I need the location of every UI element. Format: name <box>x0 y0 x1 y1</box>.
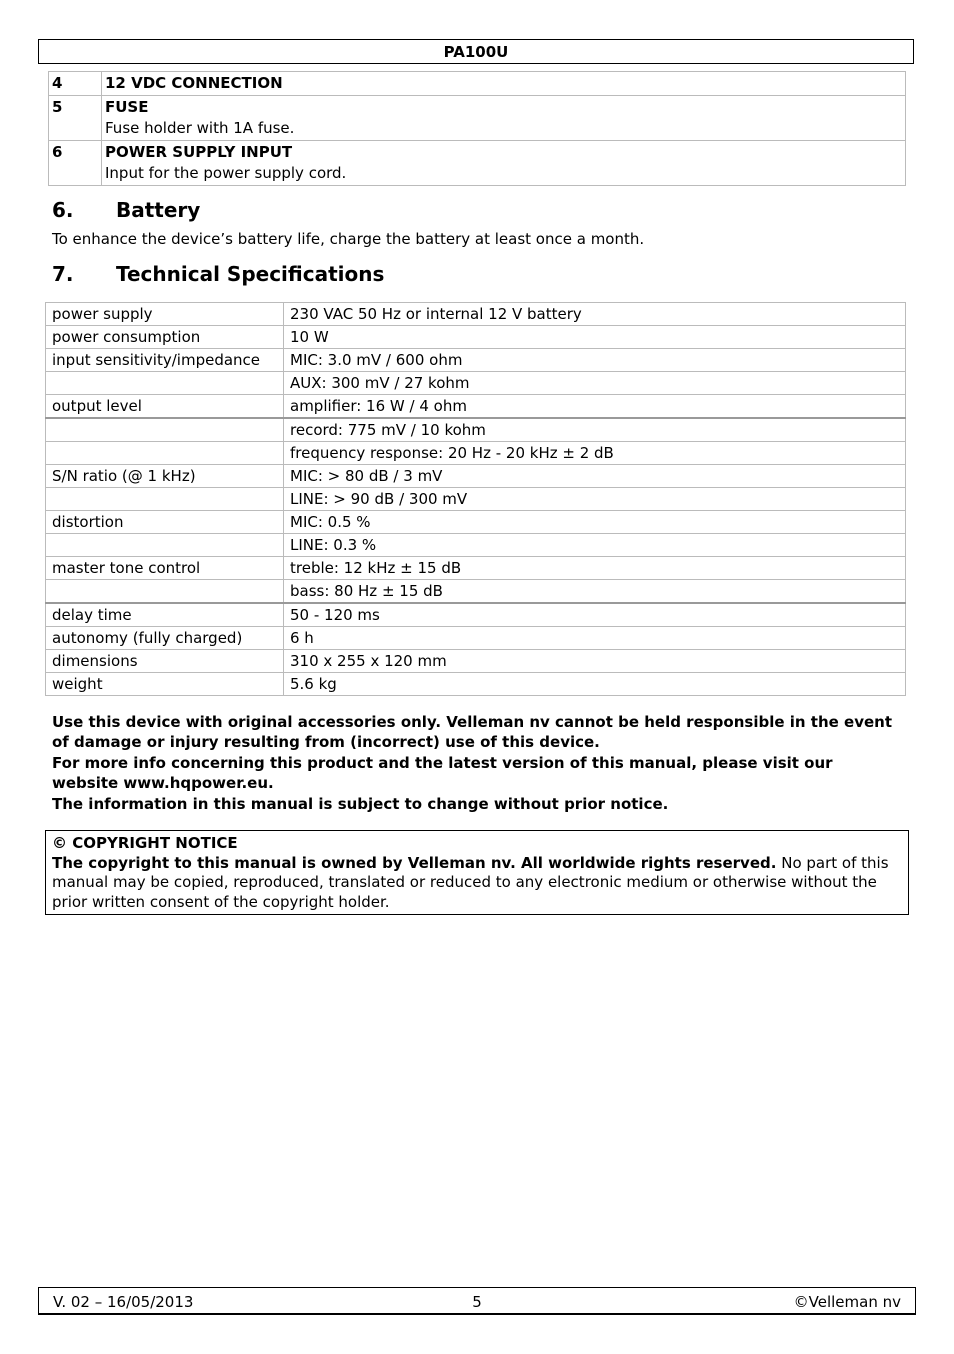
spec-value: 230 VAC 50 Hz or internal 12 V battery <box>284 303 906 326</box>
spec-label: output level <box>46 395 284 419</box>
spec-value: 6 h <box>284 627 906 650</box>
spec-label: master tone control <box>46 557 284 580</box>
footer-version: V. 02 – 16/05/2013 <box>53 1293 194 1311</box>
part-title: 12 VDC CONNECTION <box>105 74 283 92</box>
spec-row <box>46 650 906 673</box>
part-title: POWER SUPPLY INPUT <box>105 143 293 161</box>
part-cell <box>102 96 906 141</box>
spec-label <box>46 442 284 465</box>
copyright-body <box>52 854 902 913</box>
specs-table <box>45 302 906 696</box>
section-number: 7. <box>52 262 74 286</box>
spec-value: LINE: 0.3 % <box>284 534 906 557</box>
battery-text: To enhance the device’s battery life, charge the battery at least once a month. <box>52 230 645 248</box>
spec-value: LINE: > 90 dB / 300 mV <box>284 488 906 511</box>
part-number: 4 <box>49 72 102 96</box>
part-cell <box>102 72 906 96</box>
spec-row <box>46 372 906 395</box>
section-number: 6. <box>52 198 74 222</box>
copyright-title: © COPYRIGHT NOTICE <box>52 834 238 852</box>
spec-label: power consumption <box>46 326 284 349</box>
page-header <box>38 39 914 64</box>
part-title: FUSE <box>105 98 149 116</box>
spec-value: frequency response: 20 Hz - 20 kHz ± 2 dB <box>284 442 906 465</box>
table-row <box>49 96 906 141</box>
spec-row <box>46 349 906 372</box>
spec-value: bass: 80 Hz ± 15 dB <box>284 580 906 604</box>
part-description: Fuse holder with 1A fuse. <box>105 119 295 137</box>
spec-row <box>46 326 906 349</box>
part-description: Input for the power supply cord. <box>105 164 347 182</box>
spec-label: delay time <box>46 603 284 627</box>
parts-table <box>48 71 906 186</box>
spec-label <box>46 580 284 604</box>
spec-label: dimensions <box>46 650 284 673</box>
spec-value: 5.6 kg <box>284 673 906 696</box>
copyright-notice <box>45 830 909 915</box>
copyright-text: No part of this manual may be copied, reproduced, translated or reduced to any electronic medium or otherwise without the prior written consent of the copyright holder. <box>52 853 889 911</box>
specs-body <box>46 303 906 696</box>
section-title: Technical Specifications <box>116 262 385 286</box>
spec-label <box>46 488 284 511</box>
spec-label: S/N ratio (@ 1 kHz) <box>46 465 284 488</box>
table-row <box>49 72 906 96</box>
spec-label: distortion <box>46 511 284 534</box>
spec-value: 310 x 255 x 120 mm <box>284 650 906 673</box>
table-row <box>49 141 906 186</box>
spec-value: AUX: 300 mV / 27 kohm <box>284 372 906 395</box>
spec-row <box>46 465 906 488</box>
spec-value: 10 W <box>284 326 906 349</box>
page-footer <box>38 1287 916 1315</box>
footer-owner: ©Velleman nv <box>793 1293 901 1311</box>
specs-heading <box>52 262 384 286</box>
spec-value: MIC: > 80 dB / 3 mV <box>284 465 906 488</box>
notice-website: For more info concerning this product and the latest version of this manual, please visit our website www.hqpower.eu. <box>52 754 833 792</box>
spec-row <box>46 557 906 580</box>
copyright-bold: The copyright to this manual is owned by Velleman nv. All worldwide rights reserved. <box>52 853 777 872</box>
spec-row <box>46 303 906 326</box>
spec-label <box>46 534 284 557</box>
spec-row <box>46 603 906 627</box>
spec-label: input sensitivity/impedance <box>46 349 284 372</box>
spec-label <box>46 372 284 395</box>
spec-row <box>46 511 906 534</box>
spec-value: MIC: 3.0 mV / 600 ohm <box>284 349 906 372</box>
spec-label: power supply <box>46 303 284 326</box>
footer-page-number: 5 <box>472 1293 482 1311</box>
part-number: 6 <box>49 141 102 186</box>
spec-value: MIC: 0.5 % <box>284 511 906 534</box>
spec-row <box>46 488 906 511</box>
part-cell <box>102 141 906 186</box>
spec-label: autonomy (fully charged) <box>46 627 284 650</box>
model-name: PA100U <box>443 43 509 61</box>
spec-row <box>46 580 906 604</box>
spec-row <box>46 418 906 442</box>
spec-value: amplifier: 16 W / 4 ohm <box>284 395 906 419</box>
spec-label: weight <box>46 673 284 696</box>
spec-label <box>46 418 284 442</box>
spec-value: record: 775 mV / 10 kohm <box>284 418 906 442</box>
notice-accessories: Use this device with original accessories only. Velleman nv cannot be held responsible in the event of damage or injury resulting from (incorrect) use of this device. <box>52 713 892 751</box>
spec-value: 50 - 120 ms <box>284 603 906 627</box>
section-title: Battery <box>116 198 201 222</box>
part-number: 5 <box>49 96 102 141</box>
notice-change: The information in this manual is subject to change without prior notice. <box>52 795 669 813</box>
spec-row <box>46 534 906 557</box>
spec-value: treble: 12 kHz ± 15 dB <box>284 557 906 580</box>
spec-row <box>46 395 906 419</box>
spec-row <box>46 442 906 465</box>
spec-row <box>46 673 906 696</box>
battery-heading <box>52 198 200 222</box>
spec-row <box>46 627 906 650</box>
